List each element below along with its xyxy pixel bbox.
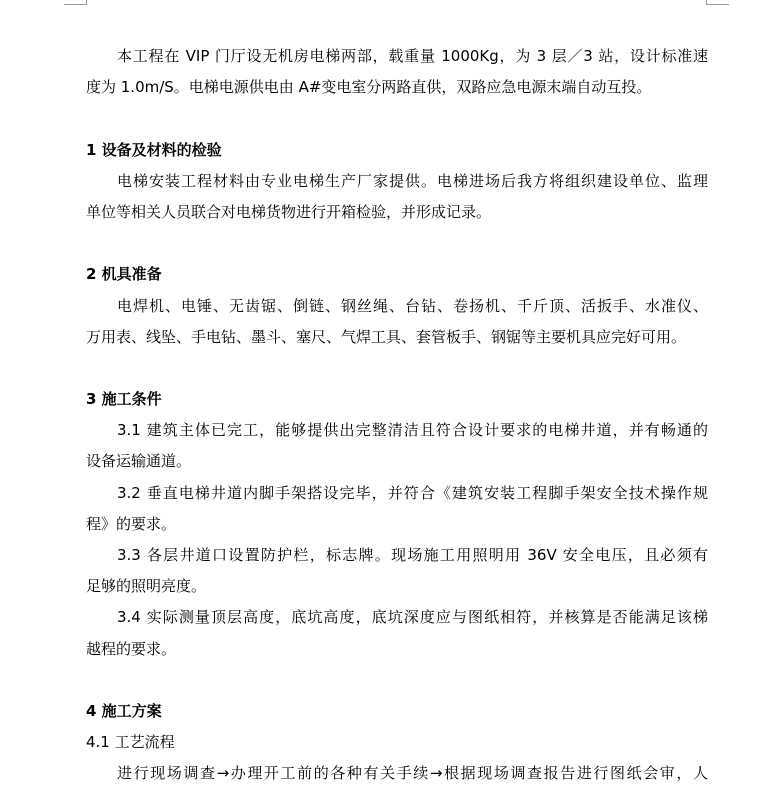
section-heading: 1 设备及材料的检验 xyxy=(86,140,222,159)
section-heading: 3 施工条件 xyxy=(86,390,162,409)
subsection-heading: 4.1 工艺流程 xyxy=(86,733,175,752)
section-paragraph-line: 单位等相关人员联合对电梯货物进行开箱检验，并形成记录。 xyxy=(86,202,492,221)
section-heading: 4 施工方案 xyxy=(86,701,162,720)
crop-mark-top-right xyxy=(706,0,729,5)
crop-mark-top-left xyxy=(64,0,87,5)
list-item-line: 程》的要求。 xyxy=(86,514,177,533)
paragraph-gap xyxy=(86,228,708,259)
paragraph-gap xyxy=(86,103,708,134)
list-item-line: 越程的要求。 xyxy=(86,639,177,658)
section-paragraph-line: 电梯安装工程材料由专业电梯生产厂家提供。电梯进场后我方将组织建设单位、监理 xyxy=(117,171,708,190)
list-item-line: 3.4 实际测量顶层高度，底坑高度，底坑深度应与图纸相符，并核算是否能满足该梯 xyxy=(117,608,708,627)
section-paragraph-line: 进行现场调查→办理开工前的各种有关手续→根据现场调查报告进行图纸会审，人 xyxy=(117,764,708,783)
list-item-line: 设备运输通道。 xyxy=(86,452,192,471)
intro-paragraph-line: 度为 1.0m/S。电梯电源供电由 A#变电室分两路直供，双路应急电源末端自动互投。 xyxy=(86,78,652,97)
section-paragraph-line: 万用表、线坠、手电钻、墨斗、塞尺、气焊工具、套管板手、钢锯等主要机具应完好可用。 xyxy=(86,327,687,346)
list-item-line: 3.1 建筑主体已完工，能够提供出完整清洁且符合设计要求的电梯井道，并有畅通的 xyxy=(117,421,708,440)
list-item-line: 3.2 垂直电梯井道内脚手架搭设完毕，并符合《建筑安装工程脚手架安全技术操作规 xyxy=(117,483,708,502)
paragraph-gap xyxy=(86,353,708,384)
list-item-line: 足够的照明亮度。 xyxy=(86,577,207,596)
section-paragraph-line: 电焊机、电锤、无齿锯、倒链、钢丝绳、台钻、卷扬机、千斤顶、活扳手、水准仪、 xyxy=(117,296,708,315)
paragraph-gap xyxy=(86,665,708,696)
section-heading: 2 机具准备 xyxy=(86,265,162,284)
intro-paragraph-line: 本工程在 VIP 门厅设无机房电梯两部，载重量 1000Kg，为 3 层／3 站，设计标准速 xyxy=(117,47,708,65)
list-item-line: 3.3 各层井道口设置防护栏，标志牌。现场施工用照明用 36V 安全电压，且必须有 xyxy=(117,546,708,564)
document-body xyxy=(86,41,708,790)
